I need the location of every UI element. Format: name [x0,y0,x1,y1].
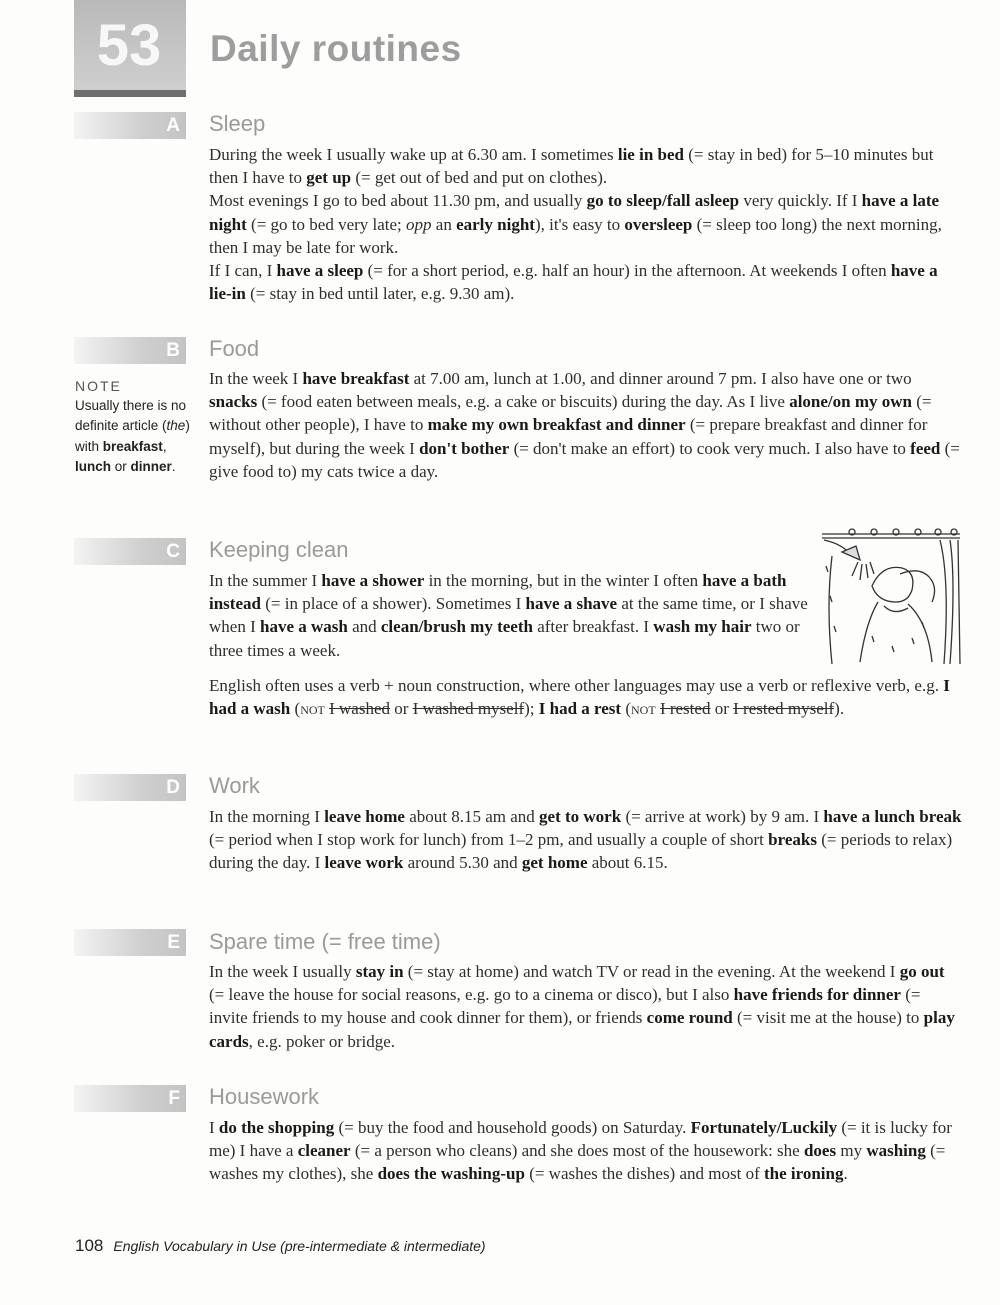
note-text: Usually there is no definite article (the) with breakfast, lunch or dinner. [75,398,190,474]
section-d-text [209,805,963,875]
section-c-tab [74,538,186,565]
section-a-text [209,143,963,305]
section-e-tab [74,929,186,956]
section-e-para: In the week I usually stay in (= stay at home) and watch TV or read in the evening. At the weekend I go out (= leave the house for social reasons, e.g. go to a cinema or disco), but I also have friends for dinner (= invite friends to my house and cook dinner for them), or friends come round (= visit me at the house) to play cards, e.g. poker or bridge. [209,962,955,1051]
section-f-letter: F [168,1088,180,1109]
unit-header-bar [74,90,186,97]
note-box [75,376,200,477]
section-e-letter: E [167,932,180,953]
section-f-para: I do the shopping (= buy the food and household goods) on Saturday. Fortunately/Luckily (= it is lucky for me) I have a cleaner (= a person who cleans) and she does most of the housework: she does my washing (= washes my clothes), she does the washing-up (= washes the dishes) and most of the ironing. [209,1118,952,1184]
unit-title: Daily routines [210,28,462,69]
section-c-para-2: English often uses a verb + noun construction, where other languages may use a verb or reflexive verb, e.g. I had a wash (not I washed or I washed myself); I had a rest (not I rested or I rested myself). [209,676,950,719]
man-showering-illustration [812,526,962,666]
section-b-heading: Food [209,336,260,361]
section-f-tab [74,1085,186,1112]
book-title: English Vocabulary in Use (pre-intermediate & intermediate) [113,1238,486,1254]
section-a-para-3: If I can, I have a sleep (= for a short period, e.g. half an hour) in the afternoon. At weekends I often have a lie-in (= stay in bed until later, e.g. 9.30 am). [209,261,938,304]
section-e-heading: Spare time (= free time) [209,929,441,954]
section-e-text [209,960,963,1053]
section-a-heading: Sleep [209,111,266,136]
section-b-letter: B [166,340,180,361]
section-a-tab [74,112,186,139]
section-b-tab [74,337,186,364]
section-f-text [209,1116,963,1186]
section-f-heading: Housework [209,1084,320,1109]
section-c-usage-text [209,674,963,720]
section-b-text [209,367,963,483]
section-d-heading: Work [209,773,260,798]
section-c-text [209,569,809,662]
section-d-letter: D [166,777,180,798]
section-b-para: In the week I have breakfast at 7.00 am, lunch at 1.00, and dinner around 7 pm. I also have one or two snacks (= food eaten between meals, e.g. a cake or biscuits) during the day. As I live alone/on my own (= without other people), I have to make my own breakfast and dinner (= prepare breakfast and dinner for myself), but during the week I don't bother (= don't make an effort) to cook very much. I also have to feed (= give food to) my cats twice a day. [209,369,960,481]
section-a-para-1: During the week I usually wake up at 6.30 am. I sometimes lie in bed (= stay in bed) for 5–10 minutes but then I have to get up (= get out of bed and put on clothes). [209,145,934,188]
note-label: NOTE [75,378,122,394]
page-footer [75,1236,486,1256]
section-d-tab [74,774,186,801]
section-a-letter: A [166,115,180,136]
section-d-para: In the morning I leave home about 8.15 am and get to work (= arrive at work) by 9 am. I have a lunch break (= period when I stop work for lunch) from 1–2 pm, and usually a couple of short breaks (= periods to relax) during the day. I leave work around 5.30 and get home about 6.15. [209,807,962,873]
section-c-letter: C [166,541,180,562]
section-c-heading: Keeping clean [209,537,349,562]
section-c-para-1: In the summer I have a shower in the morning, but in the winter I often have a bath instead (= in place of a shower). Sometimes I have a shave at the same time, or I shave when I have a wash and clean/brush my teeth after breakfast. I wash my hair two or three times a week. [209,571,808,660]
unit-number: 53 [96,13,162,78]
page-number: 108 [75,1236,104,1255]
section-a-para-2: Most evenings I go to bed about 11.30 pm, and usually go to sleep/fall asleep very quickly. If I have a late night (= go to bed very late; opp an early night), it's easy to oversleep (= sleep too long) the next morning, then I may be late for work. [209,191,942,257]
